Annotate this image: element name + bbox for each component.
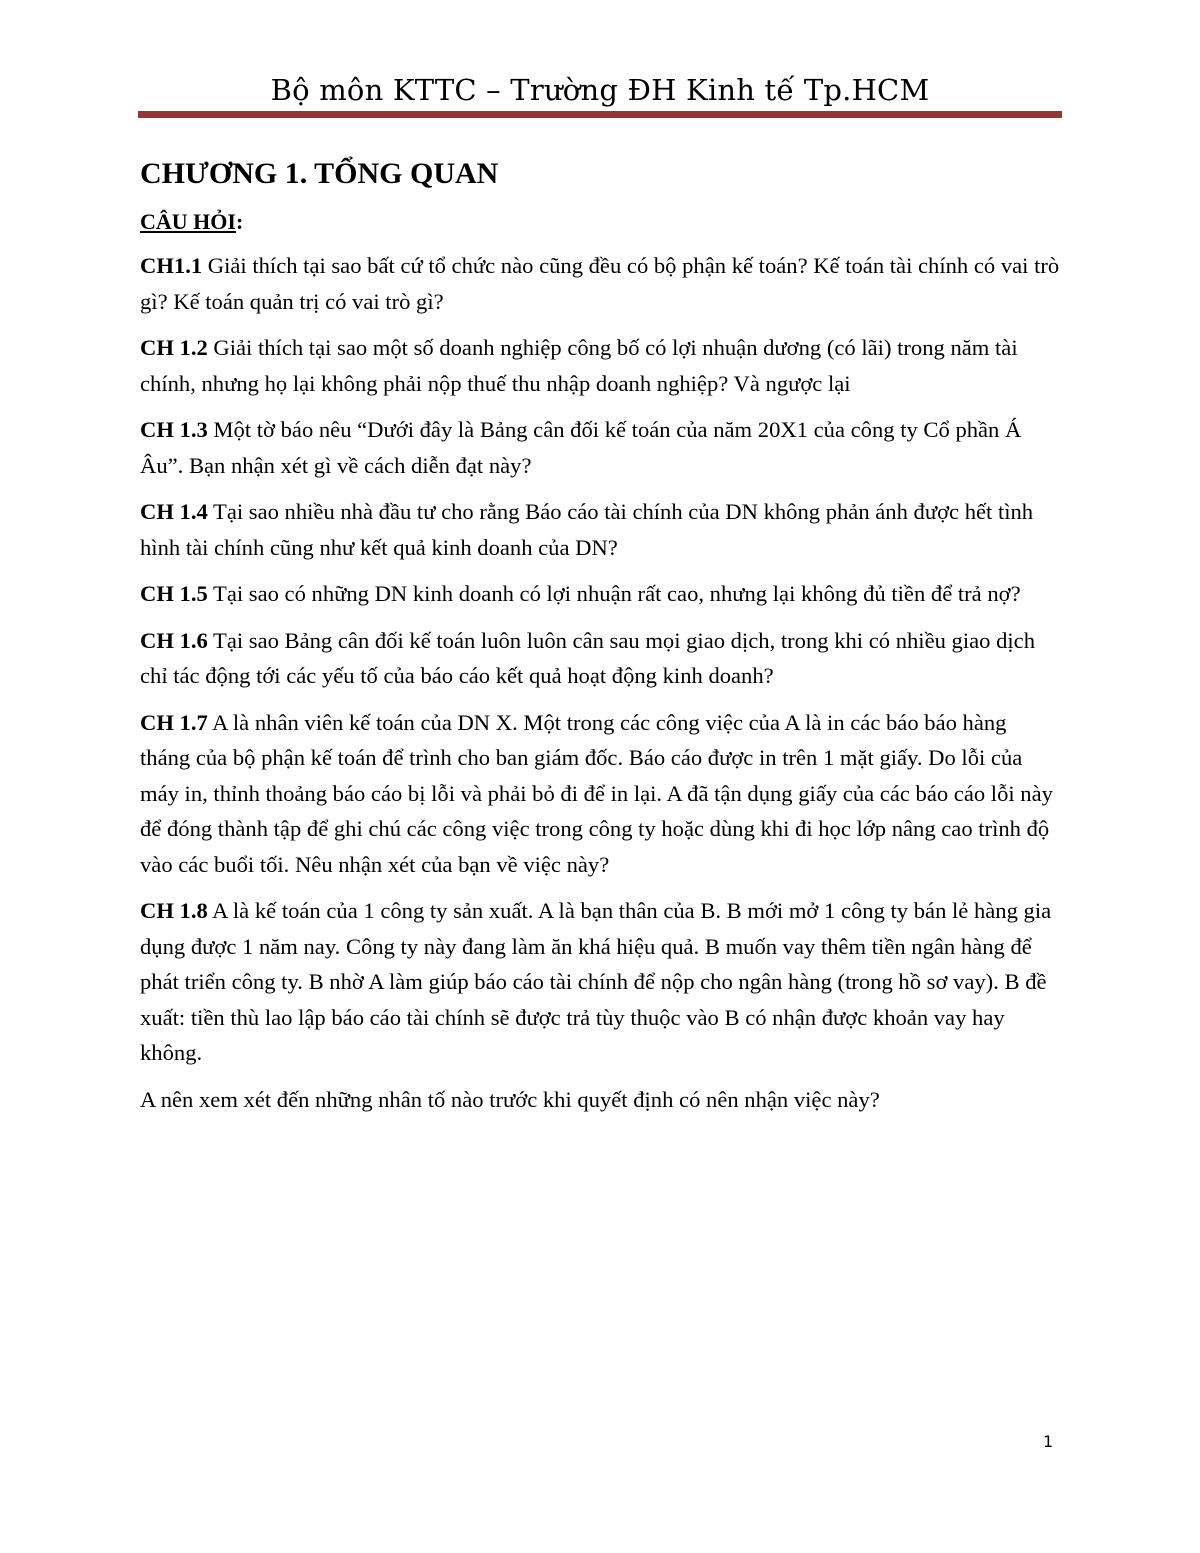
- question-ch1-7: [140, 705, 1062, 883]
- question-text: Tại sao có những DN kinh doanh có lợi nhuận rất cao, nhưng lại không đủ tiền để trả nợ?: [207, 581, 1021, 606]
- questions-heading-colon: :: [235, 209, 244, 234]
- chapter-title: CHƯƠNG 1. TỔNG QUAN: [140, 157, 499, 190]
- question-ch1-6: [140, 623, 1062, 694]
- question-text: Giải thích tại sao một số doanh nghiệp công bố có lợi nhuận dương (có lãi) trong năm tài chính, nhưng họ lại không phải nộp thuế thu nhập doanh nghiệp? Và ngược lại: [140, 335, 1018, 396]
- question-text: Giải thích tại sao bất cứ tổ chức nào cũng đều có bộ phận kế toán? Kế toán tài chính có vai trò gì? Kế toán quản trị có vai trò gì?: [140, 253, 1060, 314]
- closing-question: A nên xem xét đến những nhân tố nào trước khi quyết định có nên nhận việc này?: [140, 1086, 880, 1112]
- question-code: CH 1.7: [140, 709, 208, 735]
- question-code: CH 1.4: [140, 499, 208, 524]
- question-text: A là kế toán của 1 công ty sản xuất. A là bạn thân của B. B mới mở 1 công ty bán lẻ hàng gia dụng được 1 năm nay. Công ty này đang làm ăn khá hiệu quả. B muốn vay thêm tiền ngân hàng để phát triển công ty. B nhờ A làm giúp báo cáo tài chính để nộp cho ngân hàng (trong hồ sơ vay). B đề xuất: tiền thù lao lập báo cáo tài chính sẽ được trả tùy thuộc vào B có nhận được khoản vay hay không.: [140, 898, 1052, 1065]
- page-content: [140, 152, 1062, 1128]
- question-ch1-5: [140, 576, 1062, 612]
- question-text: Một tờ báo nêu “Dưới đây là Bảng cân đối kế toán của năm 20X1 của công ty Cổ phần Á Âu”. Bạn nhận xét gì về cách diễn đạt này?: [140, 417, 1022, 478]
- question-code: CH 1.8: [140, 898, 208, 923]
- question-code: CH 1.3: [140, 417, 208, 442]
- question-code: CH 1.6: [140, 627, 208, 653]
- question-text: Tại sao Bảng cân đối kế toán luôn luôn cân sau mọi giao dịch, trong khi có nhiều giao dịch chỉ tác động tới các yếu tố của báo cáo kết quả hoạt động kinh doanh?: [140, 627, 1035, 688]
- page-number: 1: [1043, 1432, 1054, 1451]
- question-code: CH 1.2: [140, 335, 208, 360]
- header-divider: [138, 111, 1062, 118]
- question-ch1-2: [140, 330, 1062, 401]
- question-ch1-1: [140, 248, 1062, 319]
- question-text: Tại sao nhiều nhà đầu tư cho rằng Báo cáo tài chính của DN không phản ánh được hết tình hình tài chính cũng như kết quả kinh doanh của DN?: [140, 499, 1034, 560]
- questions-heading-text: CÂU HỎI: [140, 209, 236, 234]
- page-header-title: Bộ môn KTTC – Trường ĐH Kinh tế Tp.HCM: [270, 73, 930, 107]
- question-ch1-3: [140, 412, 1062, 483]
- question-code: CH1.1: [140, 253, 203, 278]
- question-ch1-4: [140, 494, 1062, 565]
- question-text: A là nhân viên kế toán của DN X. Một trong các công việc của A là in các báo báo hàng tháng của bộ phận kế toán để trình cho ban giám đốc. Báo cáo được in trên 1 mặt giấy. Do lỗi của máy in, thỉnh thoảng báo cáo bị lỗi và phải bỏ đi để in lại. A đã tận dụng giấy của các báo cáo lỗi này để đóng thành tập để ghi chú các công việc trong công ty hoặc dùng khi đi học lớp nâng cao trình độ vào các buổi tối. Nêu nhận xét của bạn về việc này?: [140, 709, 1053, 877]
- questions-heading: [140, 206, 1062, 238]
- question-ch1-8: [140, 893, 1062, 1071]
- question-code: CH 1.5: [140, 581, 208, 606]
